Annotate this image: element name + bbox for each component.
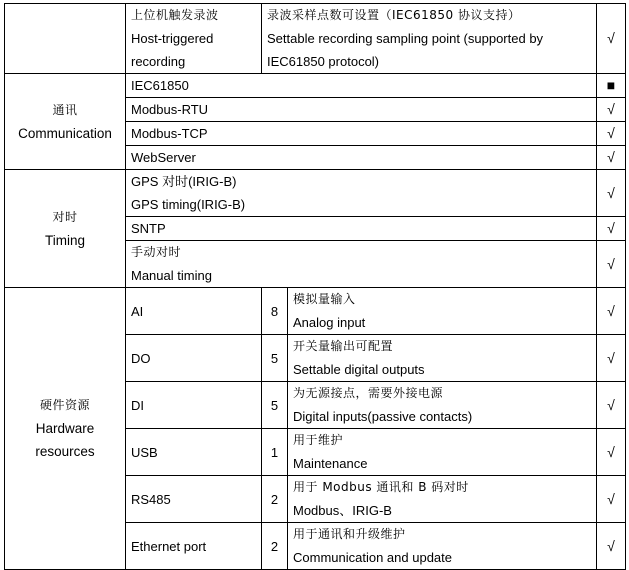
check-mark: √ [597,429,626,476]
timing-gps-cell [126,170,597,217]
hw-item-desc-en: Communication and update [293,550,452,565]
host-trigger-desc-cell [262,4,597,74]
hw-item-desc-cn: 为无源接点，需要外接电源 [293,386,444,400]
hw-item-desc-en: Maintenance [293,456,368,471]
hw-item-desc-cn: 用于维护 [293,433,344,447]
host-trigger-name-cell [126,4,262,74]
spec-table [4,3,626,570]
timing-sntp-label: SNTP [126,217,597,241]
host-trigger-desc-cn: 录波采样点数可设置（IEC61850 协议支持） [267,8,521,22]
hw-item-desc-cn: 用于 Modbus 通讯和 B 码对时 [293,480,469,494]
hw-item-desc-en: Modbus、IRIG-B [293,503,392,518]
host-trigger-desc-en-2: IEC61850 protocol) [267,54,380,69]
category-communication-en: Communication [18,125,112,141]
check-mark: √ [597,335,626,382]
empty-category-cell [5,4,126,74]
check-mark: √ [597,241,626,288]
category-hardware-cn: 硬件资源 [39,398,90,412]
timing-gps-cn: GPS 对时(IRIG-B) [131,174,237,189]
hw-item-qty: 1 [262,429,288,476]
hw-item-desc-cell [288,429,597,476]
timing-manual-cn: 手动对时 [131,245,182,259]
category-hardware [5,288,126,570]
row-comm-iec61850 [5,74,626,98]
host-trigger-desc-en-1: Settable recording sampling point (supported by [267,31,544,46]
hw-item-desc-cn: 模拟量输入 [293,292,356,306]
hw-item-qty: 5 [262,382,288,429]
check-mark: √ [597,288,626,335]
category-timing-en: Timing [44,232,85,248]
host-trigger-name-en-2: recording [131,54,186,69]
hw-item-qty: 2 [262,476,288,523]
hw-item-qty: 5 [262,335,288,382]
hw-item-name: AI [126,288,262,335]
hw-item-desc-cell [288,382,597,429]
comm-item-label: Modbus-RTU [126,98,597,122]
category-communication [5,74,126,170]
category-hardware-en-2: resources [35,444,95,459]
timing-manual-cell [126,241,597,288]
category-hardware-en-1: Hardware [35,421,95,436]
spec-table-wrapper [4,3,626,570]
hw-item-qty: 2 [262,523,288,570]
host-trigger-name-en-1: Host-triggered [131,31,214,46]
hw-item-desc-cell [288,335,597,382]
hw-item-name: DI [126,382,262,429]
row-hw-ai [5,288,626,335]
category-timing [5,170,126,288]
hw-item-name: RS485 [126,476,262,523]
check-mark: √ [597,382,626,429]
check-mark: √ [597,523,626,570]
check-mark: √ [597,170,626,217]
hw-item-name: Ethernet port [126,523,262,570]
category-communication-cn: 通讯 [52,102,78,117]
comm-item-label: IEC61850 [126,74,597,98]
row-host-trigger [5,4,626,74]
hw-item-name: DO [126,335,262,382]
category-timing-cn: 对时 [52,209,78,224]
check-mark: √ [597,146,626,170]
hw-item-desc-cell [288,523,597,570]
host-trigger-name-cn: 上位机触发录波 [131,8,219,22]
hw-item-desc-cell [288,288,597,335]
hw-item-desc-cn: 开关量输出可配置 [293,339,394,353]
hw-item-desc-cn: 用于通讯和升级维护 [293,527,406,541]
hw-item-desc-en: Analog input [293,315,366,330]
hw-item-desc-en: Settable digital outputs [293,362,425,377]
check-mark: √ [597,4,626,74]
check-mark: √ [597,98,626,122]
hw-item-qty: 8 [262,288,288,335]
check-mark: √ [597,122,626,146]
check-mark: √ [597,217,626,241]
timing-manual-en: Manual timing [131,268,212,283]
comm-item-label: WebServer [126,146,597,170]
hw-item-desc-cell [288,476,597,523]
check-mark: √ [597,476,626,523]
hw-item-name: USB [126,429,262,476]
row-timing-gps [5,170,626,217]
comm-item-label: Modbus-TCP [126,122,597,146]
timing-gps-en: GPS timing(IRIG-B) [131,197,246,212]
hw-item-desc-en: Digital inputs(passive contacts) [293,409,473,424]
optional-mark: ■ [597,74,626,98]
